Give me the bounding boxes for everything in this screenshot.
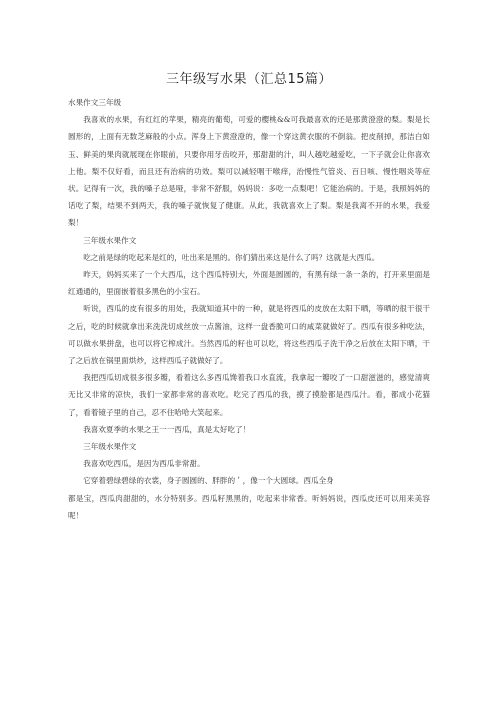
paragraph: 吃之前是绿的吃起来是红的，吐出来是黑的。你们猜出来这是什么了吗？这就是大西瓜。 <box>83 252 380 262</box>
paragraph: 我喜欢的水果，有红红的苹果，精亮的葡萄，可爱的樱桃&&可我最喜欢的还是那黄澄澄的梨。梨是长圆形的，上面有无数芝麻般的小点。浑身上下黄澄澄的，像一个穿这黄衣服的不倒翁。把皮削掉，那洁白如玉、鲜美的果肉就展现在你眼前，只要你用牙齿咬开，那甜甜的汁，叫人越吃越爱吃，一下子就会让你喜欢上他。梨不仅好看，而且还有治病的功效。梨可以减轻咽干喉痒，治慢性气管炎、百日咳、慢性咽炎等症状。记得有一次，我的嗓子总是哑，非常不舒服，妈妈说：多吃一点梨吧！它能治病的。于是，我照妈妈的话吃了梨，结果不到两天，我的嗓子就恢复了健康。从此，我就喜欢上了梨。梨是我离不开的水果，我爱梨！ <box>68 115 430 228</box>
document-body <box>68 94 430 524</box>
paragraph: 我喜欢夏季的水果之王一一西瓜，真是太好吃了！ <box>83 424 251 434</box>
paragraph: 它穿着碧绿碧绿的衣裳，身子圆圆的、胖胖的＇，像一个大圆球。西瓜全身 <box>83 476 334 486</box>
paragraph: 都是宝，西瓜肉甜甜的，水分特别多。西瓜籽黑黑的，吃起来非常香。听妈妈说，西瓜皮还可以用来美容呢！ <box>68 493 430 520</box>
section-heading: 三年级水果作文 <box>83 442 137 452</box>
section-heading: 水果作文三年级 <box>68 98 122 107</box>
section-heading: 三年级水果作文 <box>83 235 137 245</box>
paragraph: 我喜欢吃西瓜，是因为西瓜非常甜。 <box>83 459 205 469</box>
paragraph: 听说，西瓜的皮有很多的用处，我就知道其中的一种，就是将西瓜的皮放在太阳下晒，等晒的很干很干之后，吃的时候就拿出来洗洗切成丝放一点酱油，这样一盘香脆可口的咸菜就做好了。西瓜有很多种吃法，可以做水果拼盘，也可以将它榨成汁。当然西瓜的籽也可以吃，将这些西瓜子洗干净之后放在太阳下晒，干了之后放在锅里面烘炒，这样西瓜子就做好了。 <box>68 304 430 366</box>
paragraph: 昨天，妈妈买来了一个大西瓜，这个西瓜特别大，外面是圆圆的，有黑有绿一条一条的，打开来里面是红通通的，里面嵌着很多黑色的小宝石。 <box>68 270 430 297</box>
paragraph: 我把西瓜切成很多很多瓣，看着这么多西瓜馋着我口水直流，我拿起一瓣咬了一口甜滋滋的，感觉清爽无比又非常的凉快，我们一家都非常的喜欢吃。吃完了西瓜的我，摸了摸脸都是西瓜汁。看，都成小花猫了，看着镜子里的自己，忍不住哈哈大笑起来。 <box>68 373 430 417</box>
document-title: 三年级写水果（汇总15篇） <box>165 72 333 87</box>
